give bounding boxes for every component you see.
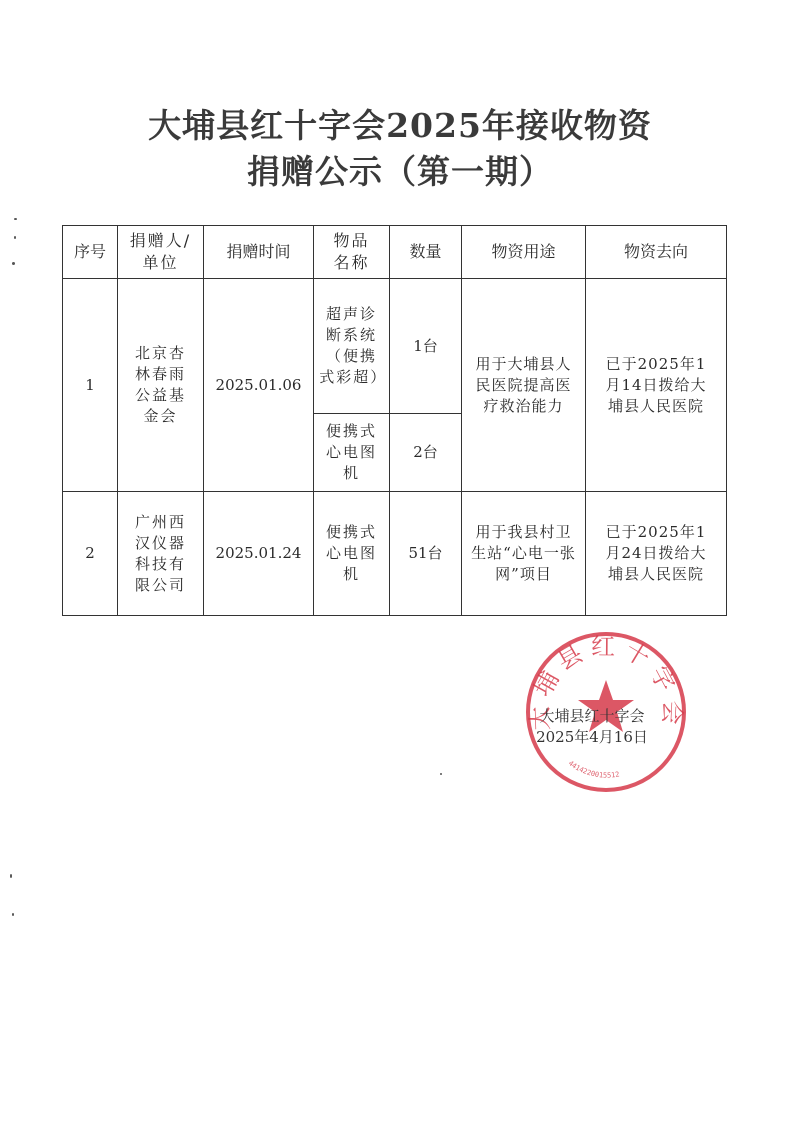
header-purpose: 物资用途: [462, 226, 586, 279]
row1-index: 1: [63, 279, 118, 492]
row1-item1-quantity: 1台: [390, 279, 462, 414]
scan-speck: [14, 236, 16, 239]
table-row: [63, 279, 727, 414]
row2-destination: [586, 492, 727, 616]
row1-purpose-text: 用于大埔县人民医院提高医疗救治能力: [475, 354, 572, 415]
document-title-line2: 捐赠公示（第一期）: [247, 152, 553, 191]
scan-speck: [14, 218, 17, 220]
header-donor-label: 捐赠人/单位: [129, 231, 192, 272]
row1-item2-quantity: 2台: [390, 414, 462, 492]
row2-purpose-text: 用于我县村卫生站“心电一张网”项目: [471, 523, 576, 583]
table-row: [63, 492, 727, 616]
scan-speck: [12, 913, 14, 916]
header-destination: 物资去向: [586, 226, 727, 279]
donation-table: [62, 225, 727, 616]
row2-item1: [314, 492, 390, 616]
row1-item1: [314, 279, 390, 414]
scan-speck: [440, 773, 442, 775]
row2-date: 2025.01.24: [204, 492, 314, 616]
seal-arc-text: 大埔县红十字会: [525, 632, 687, 733]
document-title-line1: 大埔县红十字会2025年接收物资: [148, 106, 652, 145]
row1-purpose: [462, 279, 586, 492]
row1-destination: [586, 279, 727, 492]
header-index: 序号: [63, 226, 118, 279]
row1-destination-text: 已于2025年1月14日拨给大埔县人民医院: [605, 354, 707, 415]
row1-item1-name: 超声诊断系统（便携式彩超）: [319, 305, 388, 386]
row1-date: 2025.01.06: [204, 279, 314, 492]
row2-purpose: [462, 492, 586, 616]
header-item: [314, 226, 390, 279]
row1-item2-name: 便携式心电图机: [325, 422, 377, 482]
row1-donor-text: 北京杏林春雨公益基金会: [134, 344, 186, 425]
row1-donor: [118, 279, 204, 492]
row2-item1-name: 便携式心电图机: [325, 523, 377, 583]
header-item-label: 物品名称: [333, 231, 370, 272]
row2-donor-text: 广州西汉仪器科技有限公司: [134, 512, 186, 594]
row2-destination-text: 已于2025年1月24日拨给大埔县人民医院: [605, 523, 707, 583]
table-header-row: [63, 226, 727, 279]
row1-item2: [314, 414, 390, 492]
header-quantity: 数量: [390, 226, 462, 279]
row2-donor: [118, 492, 204, 616]
row2-item1-quantity: 51台: [390, 492, 462, 616]
footer-date: 2025年4月16日: [536, 728, 648, 746]
row2-index: 2: [63, 492, 118, 616]
scan-speck: [12, 262, 15, 265]
header-date: 捐赠时间: [204, 226, 314, 279]
seal-code-text: 4414220015512: [566, 759, 621, 780]
scan-speck: [10, 874, 12, 878]
footer-organization: 大埔县红十字会: [539, 707, 645, 725]
header-donor: [118, 226, 204, 279]
